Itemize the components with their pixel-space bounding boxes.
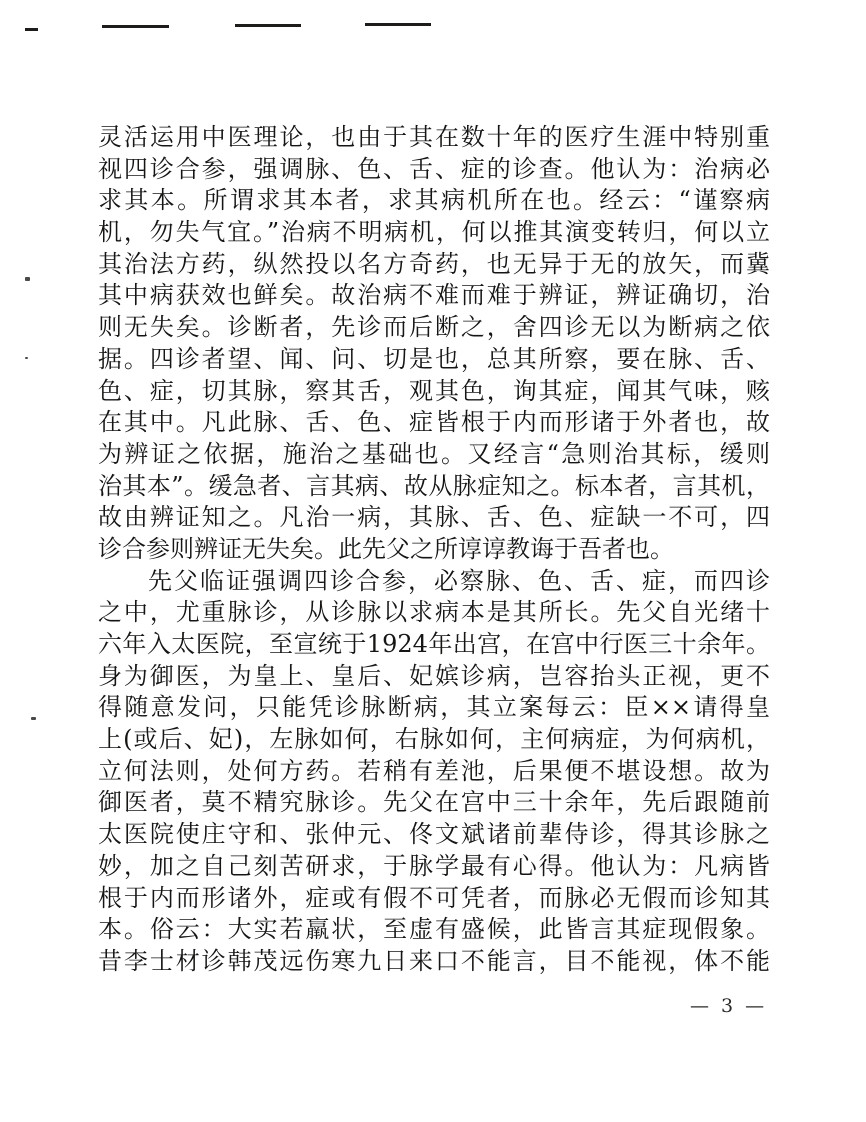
scan-speck xyxy=(25,277,30,281)
text-line: 太医院使庄守和、张仲元、佟文斌诸前辈侍诊，得其诊脉之 xyxy=(98,820,770,849)
scan-speck xyxy=(25,357,28,359)
body-text xyxy=(98,122,770,978)
scan-artifact-line xyxy=(25,28,38,31)
text-line: 求其本。所谓求其本者，求其病机所在也。经云：“谨察病 xyxy=(98,186,770,215)
text-line: 则无失矣。诊断者，先诊而后断之，舍四诊无以为断病之依 xyxy=(98,313,770,342)
scan-speck xyxy=(31,717,36,720)
scan-artifact-line xyxy=(235,24,301,27)
text-line: 得随意发问，只能凭诊脉断病，其立案每云：臣××请得皇 xyxy=(98,693,770,722)
text-line: 根于内而形诸外，症或有假不可凭者，而脉必无假而诊知其 xyxy=(98,883,770,912)
text-line: 身为御医，为皇上、皇后、妃嫔诊病，岂容抬头正视，更不 xyxy=(98,661,770,690)
text-line: 妙，加之自己刻苦研求，于脉学最有心得。他认为：凡病皆 xyxy=(98,851,770,880)
text-line: 本。俗云：大实若羸状，至虚有盛候，此皆言其症现假象。 xyxy=(98,915,770,944)
scan-artifact-line xyxy=(365,23,431,26)
text-line: 治其本”。缓急者、言其病、故从脉症知之。标本者，言其机， xyxy=(98,471,770,500)
text-line: 之中，尤重脉诊，从诊脉以求病本是其所长。先父自光绪十 xyxy=(98,598,770,627)
text-line: 御医者，莫不精究脉诊。先父在宫中三十余年，先后跟随前 xyxy=(98,788,770,817)
text-line: 色、症，切其脉，察其舌，观其色，询其症，闻其气味，赅 xyxy=(98,376,770,405)
text-line: 上(或后、妃)，左脉如何，右脉如何，主何病症，为何病机， xyxy=(98,725,770,754)
text-line: 在其中。凡此脉、舌、色、症皆根于内而形诸于外者也，故 xyxy=(98,408,770,437)
text-line: 为辨证之依据，施治之基础也。又经言“急则治其标，缓则 xyxy=(98,439,770,468)
text-line: 昔李士材诊韩茂远伤寒九日来口不能言，目不能视，体不能 xyxy=(98,946,770,975)
page-number: — 3 — xyxy=(690,995,768,1017)
text-line: 故由辨证知之。凡治一病，其脉、舌、色、症缺一不可，四 xyxy=(98,503,770,532)
text-line: 灵活运用中医理论，也由于其在数十年的医疗生涯中特别重 xyxy=(98,123,770,151)
text-line: 视四诊合参，强调脉、色、舌、症的诊查。他认为：治病必 xyxy=(98,154,770,183)
text-line: 据。四诊者望、闻、问、切是也，总其所察，要在脉、舌、 xyxy=(98,344,770,373)
text-line: 先父临证强调四诊合参，必察脉、色、舌、症，而四诊 xyxy=(148,566,770,595)
text-line: 其治法方药，纵然投以名方奇药，也无异于无的放矢，而冀 xyxy=(98,249,770,278)
scan-artifact-line xyxy=(102,25,169,28)
text-line: 六年入太医院，至宣统于1924年出宫，在宫中行医三十余年。 xyxy=(98,630,770,658)
text-line: 立何法则，处何方药。若稍有差池，后果便不堪设想。故为 xyxy=(98,756,770,785)
text-line: 诊合参则辨证无失矣。此先父之所谆谆教诲于吾者也。 xyxy=(98,534,674,563)
text-line: 其中病获效也鲜矣。故治病不难而难于辨证，辨证确切，治 xyxy=(98,281,770,310)
text-line: 机，勿失气宜。”治病不明病机，何以推其演变转归，何以立 xyxy=(98,218,770,247)
